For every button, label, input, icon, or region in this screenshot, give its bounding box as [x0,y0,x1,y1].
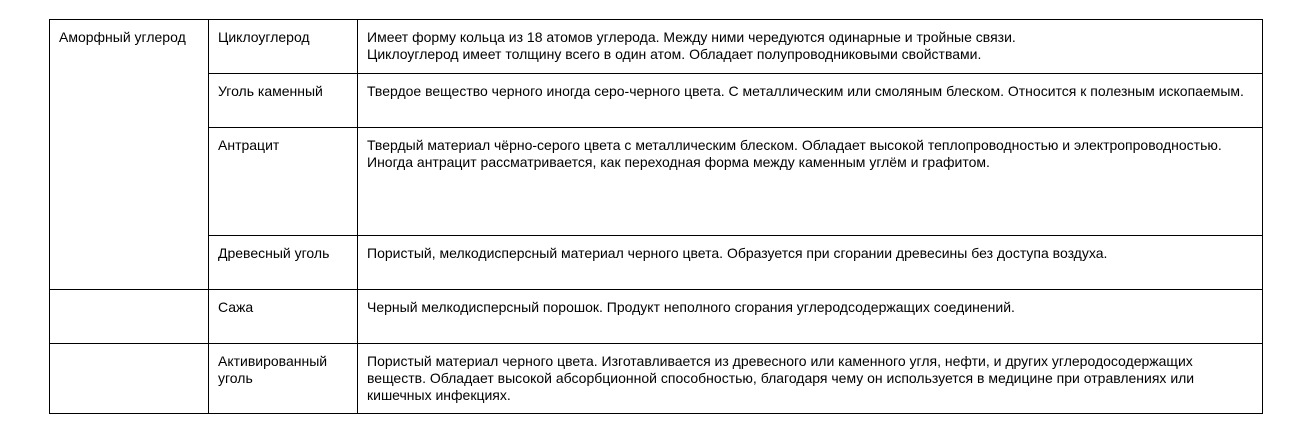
group-label-cell: Аморфный углерод [50,20,209,290]
substance-description-cell: Пористый материал черного цвета. Изготавливается из древесного или каменного угля, нефти, и других углеродосодержащих веществ. Обладает высокой абсорбционной способностью, благодаря чему он используется в медицине при отравлениях или кишечных инфекциях. [358,344,1263,414]
substance-name-cell: Сажа [209,290,358,344]
substance-name-cell: Антрацит [209,128,358,236]
table-row [50,344,1263,414]
substance-name-cell: Циклоуглерод [209,20,358,74]
carbon-forms-table [49,19,1263,414]
empty-group-cell [50,290,209,344]
substance-description-cell: Имеет форму кольца из 18 атомов углерода. Между ними чередуются одинарные и тройные связи. Циклоуглерод имеет толщину всего в один атом. Обладает полупроводниковыми свойствами. [358,20,1263,74]
table-row [50,74,1263,128]
table-row [50,20,1263,74]
substance-description-cell: Черный мелкодисперсный порошок. Продукт неполного сгорания углеродсодержащих соединений. [358,290,1263,344]
substance-description-cell: Твердое вещество черного иногда серо-черного цвета. С металлическим или смоляным блеском. Относится к полезным ископаемым. [358,74,1263,128]
substance-description-cell: Твердый материал чёрно-серого цвета с металлическим блеском. Обладает высокой теплопроводностью и электропроводностью. Иногда антрацит рассматривается, как переходная форма между каменным углём и графитом. [358,128,1263,236]
substance-name-cell: Уголь каменный [209,74,358,128]
substance-description-cell: Пористый, мелкодисперсный материал черного цвета. Образуется при сгорании древесины без доступа воздуха. [358,236,1263,290]
table-row [50,236,1263,290]
empty-group-cell [50,344,209,414]
table-row [50,290,1263,344]
substance-name-cell: Активированный уголь [209,344,358,414]
table-row [50,128,1263,236]
substance-name-cell: Древесный уголь [209,236,358,290]
